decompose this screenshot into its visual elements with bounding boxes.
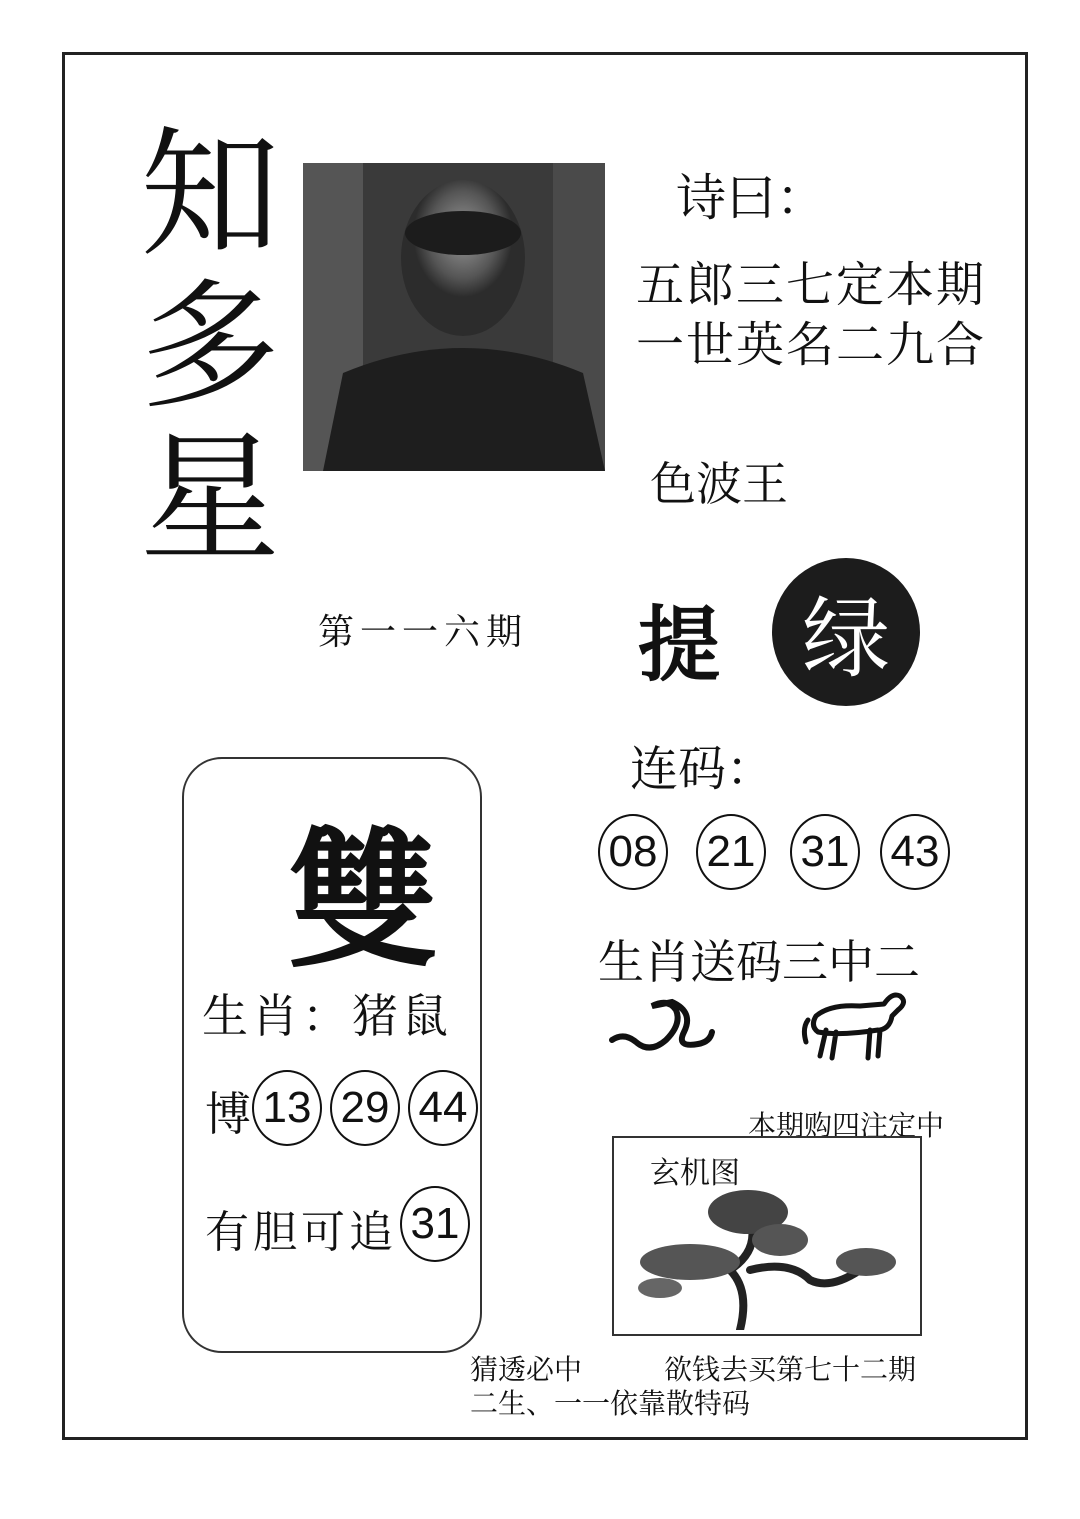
mystery-picture-label: 玄机图 xyxy=(650,1156,740,1191)
double-char: 雙 xyxy=(288,813,439,989)
bo-number xyxy=(252,1070,322,1146)
poem-heading: 诗曰： xyxy=(676,169,826,227)
zodiac-pick: 生肖：猪鼠 xyxy=(202,989,452,1043)
lianma-number-text: 43 xyxy=(890,827,940,876)
lianma-label: 连码： xyxy=(630,741,775,797)
bottom-line-1-right: 欲钱去买第七十二期 xyxy=(664,1353,917,1386)
bonsai-tree-icon xyxy=(630,1180,900,1330)
issue-number: 第一一六期 xyxy=(318,612,529,653)
color-king-label: 色波王 xyxy=(650,457,788,511)
title-char: 知 xyxy=(140,114,281,277)
bo-number-text: 44 xyxy=(418,1083,468,1132)
portrait-image xyxy=(303,163,605,471)
portrait-photo xyxy=(303,163,605,471)
title-char: 星 xyxy=(140,418,281,581)
title-char: 多 xyxy=(140,266,281,429)
bo-number xyxy=(330,1070,400,1146)
snake-icon xyxy=(606,992,716,1062)
lianma-number xyxy=(598,814,668,890)
lianma-number xyxy=(696,814,766,890)
green-color-ball xyxy=(772,558,920,706)
lianma-number-text: 21 xyxy=(706,827,756,876)
youdan-number xyxy=(400,1186,470,1262)
lianma-number xyxy=(790,814,860,890)
bo-label: 博 xyxy=(205,1087,251,1141)
lianma-number-text: 31 xyxy=(800,827,850,876)
lianma-number-text: 08 xyxy=(608,827,658,876)
bo-number-text: 29 xyxy=(340,1083,390,1132)
vertical-title xyxy=(140,114,281,581)
tip-label: 提 xyxy=(638,597,721,693)
bo-number xyxy=(408,1070,478,1146)
poem-line-2: 一世英名二九合 xyxy=(636,317,987,373)
youdan-label: 有胆可追 xyxy=(205,1207,397,1258)
bo-number-text: 13 xyxy=(262,1083,312,1132)
note-four-bets: 本期购四注定中 xyxy=(748,1109,945,1142)
green-char: 绿 xyxy=(801,587,890,690)
ox-icon xyxy=(800,986,910,1066)
poem-line-1: 五郎三七定本期 xyxy=(636,257,987,313)
bottom-line-2: 二生、一一依靠散特码 xyxy=(470,1387,751,1420)
youdan-number-text: 31 xyxy=(410,1199,460,1248)
lianma-number xyxy=(880,814,950,890)
zodiac-gift-label: 生肖送码三中二 xyxy=(598,935,920,989)
bottom-line-1-left: 猜透必中 xyxy=(470,1353,583,1386)
